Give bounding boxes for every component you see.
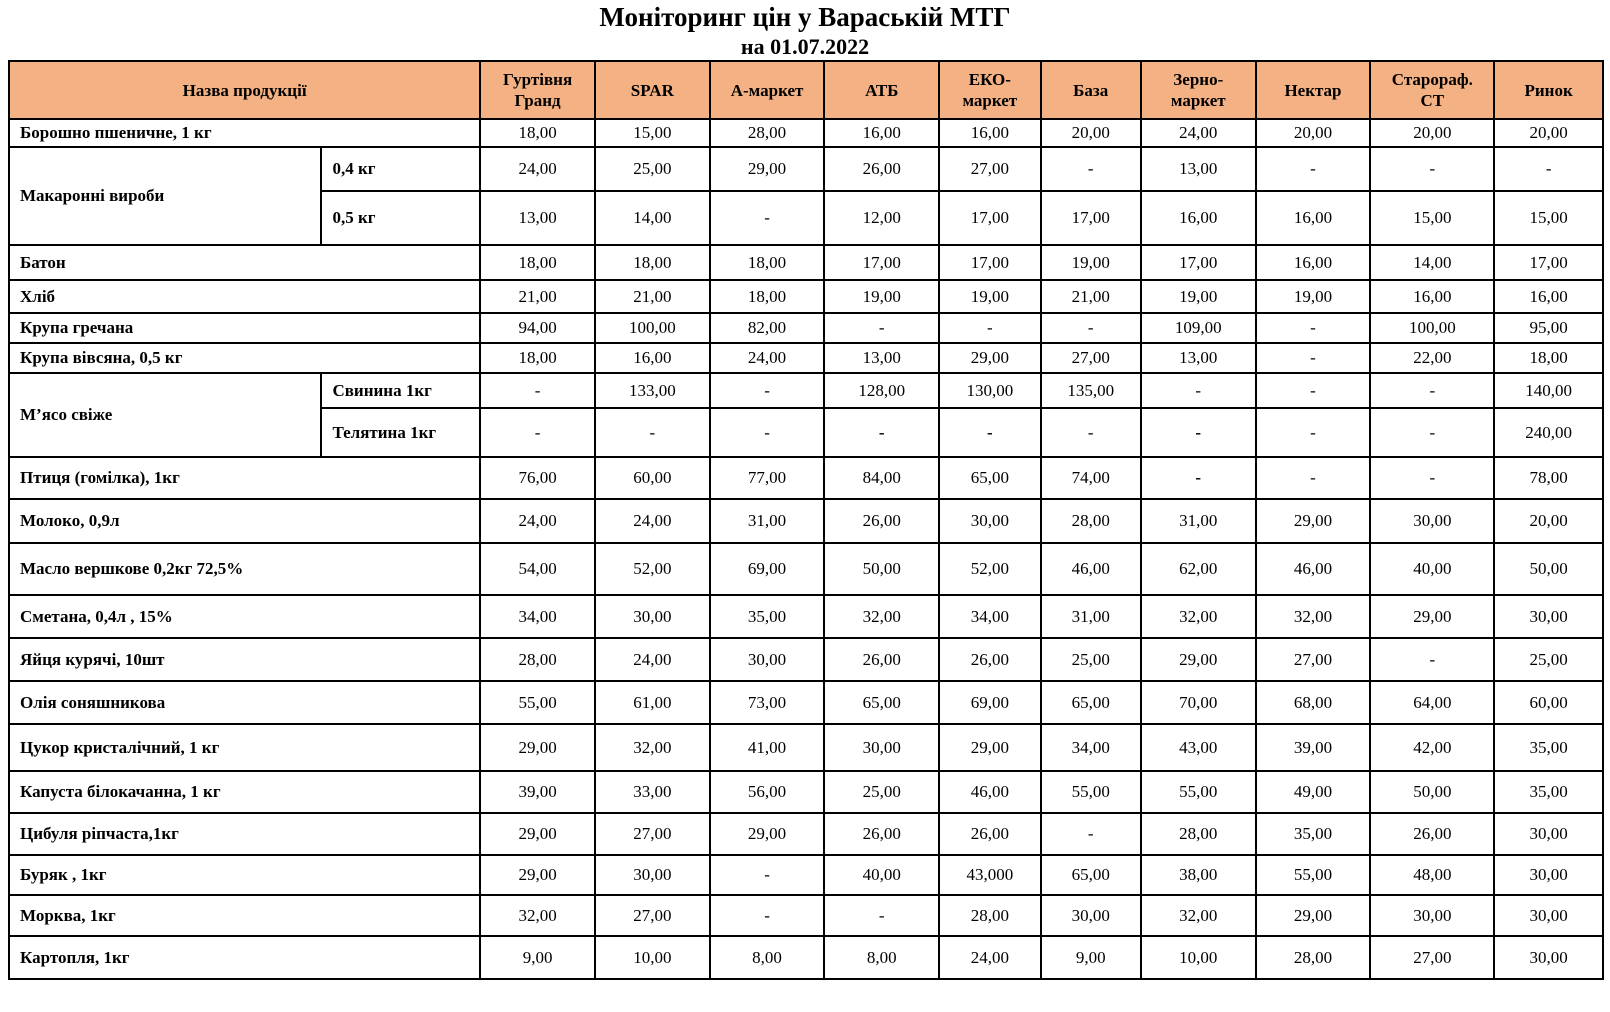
price-cell: 28,00 [710, 119, 825, 147]
price-cell: 17,00 [1141, 245, 1256, 280]
price-cell: 60,00 [595, 457, 710, 499]
price-cell: 33,00 [595, 771, 710, 813]
product-name: Цукор кристалічний, 1 кг [9, 724, 480, 771]
table-row [9, 813, 1603, 855]
product-name: Макаронні вироби [9, 147, 321, 245]
price-cell: 65,00 [939, 457, 1040, 499]
price-cell: 68,00 [1256, 681, 1371, 724]
price-cell: 15,00 [1370, 191, 1494, 245]
table-row [9, 373, 1603, 408]
table-row [9, 147, 1603, 191]
price-cell: 54,00 [480, 543, 595, 595]
price-cell: - [1256, 147, 1371, 191]
price-cell: 30,00 [1494, 936, 1603, 979]
price-cell: 41,00 [710, 724, 825, 771]
product-name: Морква, 1кг [9, 895, 480, 936]
header-store [824, 61, 939, 119]
price-cell: 25,00 [1494, 638, 1603, 681]
price-cell: 64,00 [1370, 681, 1494, 724]
price-cell: 30,00 [1370, 499, 1494, 543]
price-cell: 19,00 [824, 280, 939, 313]
table-row [9, 499, 1603, 543]
price-cell: 65,00 [1041, 681, 1141, 724]
price-cell: 39,00 [480, 771, 595, 813]
price-cell: 100,00 [595, 313, 710, 343]
price-cell: 24,00 [595, 638, 710, 681]
price-cell: 50,00 [824, 543, 939, 595]
price-cell: - [1370, 373, 1494, 408]
price-cell: 12,00 [824, 191, 939, 245]
product-name: Яйця курячі, 10шт [9, 638, 480, 681]
table-row [9, 595, 1603, 638]
price-cell: 26,00 [824, 638, 939, 681]
price-cell: 130,00 [939, 373, 1040, 408]
price-cell: 25,00 [1041, 638, 1141, 681]
product-name: Молоко, 0,9л [9, 499, 480, 543]
price-cell: 17,00 [1494, 245, 1603, 280]
price-cell: 27,00 [939, 147, 1040, 191]
header-store [1141, 61, 1256, 119]
price-cell: 29,00 [710, 813, 825, 855]
header-store-line: SPAR [630, 80, 674, 100]
price-cell: 29,00 [480, 724, 595, 771]
price-cell: 27,00 [1370, 936, 1494, 979]
price-cell: 32,00 [1256, 595, 1371, 638]
price-cell: 16,00 [1256, 191, 1371, 245]
price-cell: - [480, 408, 595, 457]
price-cell: 30,00 [1041, 895, 1141, 936]
price-cell: 18,00 [1494, 343, 1603, 373]
price-cell: 73,00 [710, 681, 825, 724]
price-cell: 95,00 [1494, 313, 1603, 343]
price-cell: 34,00 [1041, 724, 1141, 771]
price-cell: 32,00 [1141, 595, 1256, 638]
header-store-line: маркет [962, 91, 1018, 110]
price-cell: 18,00 [480, 245, 595, 280]
price-cell: 55,00 [1141, 771, 1256, 813]
price-cell: 29,00 [939, 343, 1040, 373]
price-cell: 49,00 [1256, 771, 1371, 813]
price-cell: 13,00 [824, 343, 939, 373]
price-cell: 30,00 [1494, 813, 1603, 855]
price-cell: 50,00 [1494, 543, 1603, 595]
table-row [9, 457, 1603, 499]
header-store-line: Гуртівня [503, 70, 573, 89]
price-cell: 18,00 [480, 119, 595, 147]
header-store [1041, 61, 1141, 119]
price-cell: 26,00 [1370, 813, 1494, 855]
table-row [9, 724, 1603, 771]
price-cell: 55,00 [1041, 771, 1141, 813]
table-row [9, 855, 1603, 895]
table-row [9, 681, 1603, 724]
price-cell: 9,00 [480, 936, 595, 979]
page-title: Моніторинг цін у Вараській МТГ [599, 2, 1011, 32]
price-cell: 43,000 [939, 855, 1040, 895]
price-cell: 30,00 [595, 595, 710, 638]
price-cell: 24,00 [939, 936, 1040, 979]
price-cell: 34,00 [480, 595, 595, 638]
price-cell: - [1041, 313, 1141, 343]
price-cell: - [1041, 408, 1141, 457]
product-variant: 0,4 кг [321, 147, 480, 191]
price-cell: 16,00 [1256, 245, 1371, 280]
price-cell: 26,00 [824, 499, 939, 543]
price-cell: - [1141, 373, 1256, 408]
price-cell: 46,00 [1256, 543, 1371, 595]
price-cell: 38,00 [1141, 855, 1256, 895]
product-name: Крупа гречана [9, 313, 480, 343]
header-store-line: АТБ [865, 80, 899, 100]
price-cell: 18,00 [710, 245, 825, 280]
price-cell: 25,00 [595, 147, 710, 191]
price-cell: 35,00 [1494, 771, 1603, 813]
price-cell: - [1256, 457, 1371, 499]
product-name: Буряк , 1кг [9, 855, 480, 895]
price-cell: 28,00 [480, 638, 595, 681]
price-cell: 52,00 [595, 543, 710, 595]
price-cell: 30,00 [824, 724, 939, 771]
table-row [9, 895, 1603, 936]
price-cell: 135,00 [1041, 373, 1141, 408]
price-cell: 16,00 [824, 119, 939, 147]
price-cell: 31,00 [1041, 595, 1141, 638]
product-name: Цибуля ріпчаста,1кг [9, 813, 480, 855]
price-cell: 29,00 [1256, 895, 1371, 936]
price-cell: 30,00 [939, 499, 1040, 543]
price-cell: 27,00 [1041, 343, 1141, 373]
product-name: Сметана, 0,4л , 15% [9, 595, 480, 638]
price-cell: 26,00 [939, 813, 1040, 855]
price-cell: 13,00 [1141, 343, 1256, 373]
price-cell: 65,00 [824, 681, 939, 724]
price-cell: 15,00 [1494, 191, 1603, 245]
price-cell: 43,00 [1141, 724, 1256, 771]
price-cell: 30,00 [1370, 895, 1494, 936]
header-store [1494, 61, 1603, 119]
price-cell: 24,00 [480, 499, 595, 543]
product-variant: Свинина 1кг [321, 373, 480, 408]
price-cell: 25,00 [824, 771, 939, 813]
price-cell: 16,00 [939, 119, 1040, 147]
price-cell: - [1041, 813, 1141, 855]
price-cell: 35,00 [1494, 724, 1603, 771]
price-cell: 16,00 [1370, 280, 1494, 313]
product-name: Олія соняшникова [9, 681, 480, 724]
price-cell: 39,00 [1256, 724, 1371, 771]
price-cell: 13,00 [480, 191, 595, 245]
price-cell: 10,00 [1141, 936, 1256, 979]
header-store-line: Гранд [514, 91, 561, 110]
header-store-line: Старораф. [1391, 70, 1473, 89]
price-cell: 28,00 [1141, 813, 1256, 855]
price-cell: 27,00 [595, 895, 710, 936]
price-cell: 40,00 [1370, 543, 1494, 595]
price-cell: 74,00 [1041, 457, 1141, 499]
price-cell: 17,00 [1041, 191, 1141, 245]
price-cell: - [1041, 147, 1141, 191]
price-cell: 9,00 [1041, 936, 1141, 979]
price-cell: 29,00 [1141, 638, 1256, 681]
price-cell: - [1141, 457, 1256, 499]
price-cell: - [595, 408, 710, 457]
product-name: Крупа вівсяна, 0,5 кг [9, 343, 480, 373]
header-product: Назва продукції [9, 61, 480, 119]
price-cell: - [710, 191, 825, 245]
price-cell: 65,00 [1041, 855, 1141, 895]
table-row [9, 245, 1603, 280]
price-cell: 32,00 [1141, 895, 1256, 936]
price-cell: 24,00 [1141, 119, 1256, 147]
price-cell: 16,00 [1494, 280, 1603, 313]
price-cell: 21,00 [595, 280, 710, 313]
price-cell: 46,00 [1041, 543, 1141, 595]
price-cell: 21,00 [1041, 280, 1141, 313]
price-table [8, 60, 1604, 980]
price-cell: 69,00 [710, 543, 825, 595]
price-cell: - [710, 855, 825, 895]
price-cell: 55,00 [1256, 855, 1371, 895]
price-cell: 19,00 [939, 280, 1040, 313]
price-cell: 128,00 [824, 373, 939, 408]
price-cell: 16,00 [595, 343, 710, 373]
table-row [9, 771, 1603, 813]
header-store-line: Зерно- [1173, 70, 1224, 89]
price-cell: 50,00 [1370, 771, 1494, 813]
price-cell: 42,00 [1370, 724, 1494, 771]
table-row [9, 313, 1603, 343]
price-cell: - [1370, 457, 1494, 499]
price-cell: - [1370, 638, 1494, 681]
price-cell: 84,00 [824, 457, 939, 499]
price-cell: 29,00 [939, 724, 1040, 771]
price-cell: 29,00 [1370, 595, 1494, 638]
price-cell: 52,00 [939, 543, 1040, 595]
price-cell: - [1494, 147, 1603, 191]
price-cell: 78,00 [1494, 457, 1603, 499]
price-cell: 22,00 [1370, 343, 1494, 373]
price-cell: 14,00 [595, 191, 710, 245]
price-cell: 28,00 [939, 895, 1040, 936]
product-name: Борошно пшеничне, 1 кг [9, 119, 480, 147]
table-row [9, 638, 1603, 681]
price-cell: - [1256, 373, 1371, 408]
price-cell: - [1370, 408, 1494, 457]
header-store-line: ЕКО- [968, 70, 1011, 89]
price-cell: 48,00 [1370, 855, 1494, 895]
price-cell: 77,00 [710, 457, 825, 499]
price-cell: 13,00 [1141, 147, 1256, 191]
price-cell: 82,00 [710, 313, 825, 343]
price-cell: 109,00 [1141, 313, 1256, 343]
price-cell: - [824, 895, 939, 936]
price-cell: 55,00 [480, 681, 595, 724]
price-cell: 18,00 [480, 343, 595, 373]
price-cell: - [1256, 408, 1371, 457]
price-cell: 27,00 [595, 813, 710, 855]
price-cell: 31,00 [710, 499, 825, 543]
product-name: М’ясо свіже [9, 373, 321, 457]
price-cell: 28,00 [1256, 936, 1371, 979]
price-cell: 29,00 [710, 147, 825, 191]
price-cell: 60,00 [1494, 681, 1603, 724]
page-subtitle: на 01.07.2022 [740, 34, 870, 59]
price-cell: - [1370, 147, 1494, 191]
price-cell: 32,00 [480, 895, 595, 936]
price-cell: 32,00 [824, 595, 939, 638]
header-store-line: Ринок [1524, 80, 1573, 100]
price-cell: 20,00 [1494, 499, 1603, 543]
header-store-line: А-маркет [730, 80, 804, 100]
price-cell: 34,00 [939, 595, 1040, 638]
table-row [9, 280, 1603, 313]
table-row [9, 936, 1603, 979]
price-cell: - [710, 895, 825, 936]
price-cell: 29,00 [480, 813, 595, 855]
price-cell: - [710, 408, 825, 457]
price-cell: 70,00 [1141, 681, 1256, 724]
price-cell: - [1141, 408, 1256, 457]
price-cell: 24,00 [710, 343, 825, 373]
price-cell: 31,00 [1141, 499, 1256, 543]
price-cell: 94,00 [480, 313, 595, 343]
price-cell: 35,00 [1256, 813, 1371, 855]
price-cell: 29,00 [1256, 499, 1371, 543]
price-cell: 30,00 [595, 855, 710, 895]
product-name: Птиця (гомілка), 1кг [9, 457, 480, 499]
header-store [1370, 61, 1494, 119]
price-cell: 15,00 [595, 119, 710, 147]
header-store [710, 61, 825, 119]
price-cell: 19,00 [1141, 280, 1256, 313]
price-cell: 100,00 [1370, 313, 1494, 343]
header-store [480, 61, 595, 119]
price-cell: - [480, 373, 595, 408]
product-name: Капуста білокачанна, 1 кг [9, 771, 480, 813]
price-cell: 140,00 [1494, 373, 1603, 408]
price-cell: 28,00 [1041, 499, 1141, 543]
price-cell: 17,00 [824, 245, 939, 280]
price-cell: 21,00 [480, 280, 595, 313]
table-row [9, 343, 1603, 373]
price-cell: 46,00 [939, 771, 1040, 813]
price-cell: 19,00 [1041, 245, 1141, 280]
price-cell: 8,00 [824, 936, 939, 979]
price-cell: 76,00 [480, 457, 595, 499]
price-cell: 26,00 [939, 638, 1040, 681]
price-cell: 18,00 [710, 280, 825, 313]
price-cell: 30,00 [1494, 895, 1603, 936]
table-row [9, 119, 1603, 147]
price-cell: 40,00 [824, 855, 939, 895]
price-cell: 20,00 [1370, 119, 1494, 147]
price-cell: 69,00 [939, 681, 1040, 724]
price-cell: 20,00 [1494, 119, 1603, 147]
price-cell: 19,00 [1256, 280, 1371, 313]
price-cell: 35,00 [710, 595, 825, 638]
price-cell: 20,00 [1041, 119, 1141, 147]
price-cell: 18,00 [595, 245, 710, 280]
price-cell: 32,00 [595, 724, 710, 771]
price-cell: 29,00 [480, 855, 595, 895]
price-cell: 27,00 [1256, 638, 1371, 681]
price-cell: - [1256, 343, 1371, 373]
price-cell: 14,00 [1370, 245, 1494, 280]
price-cell: 24,00 [595, 499, 710, 543]
price-cell: 61,00 [595, 681, 710, 724]
price-cell: 133,00 [595, 373, 710, 408]
price-cell: 17,00 [939, 245, 1040, 280]
price-cell: 20,00 [1256, 119, 1371, 147]
price-cell: 10,00 [595, 936, 710, 979]
header-store [1256, 61, 1371, 119]
price-cell: 17,00 [939, 191, 1040, 245]
product-name: Батон [9, 245, 480, 280]
product-name: Картопля, 1кг [9, 936, 480, 979]
product-name: Масло вершкове 0,2кг 72,5% [9, 543, 480, 595]
price-cell: 24,00 [480, 147, 595, 191]
price-cell: - [939, 313, 1040, 343]
header-store-line: СТ [1420, 91, 1445, 110]
header-store-line: Нектар [1284, 80, 1342, 100]
product-name: Хліб [9, 280, 480, 313]
product-variant: Телятина 1кг [321, 408, 480, 457]
table-row [9, 543, 1603, 595]
price-cell: - [939, 408, 1040, 457]
price-cell: 16,00 [1141, 191, 1256, 245]
price-cell: 26,00 [824, 813, 939, 855]
price-cell: 240,00 [1494, 408, 1603, 457]
price-cell: - [824, 313, 939, 343]
price-cell: 30,00 [1494, 855, 1603, 895]
price-cell: 30,00 [1494, 595, 1603, 638]
price-cell: - [1256, 313, 1371, 343]
price-cell: - [710, 373, 825, 408]
price-cell: 30,00 [710, 638, 825, 681]
price-cell: 62,00 [1141, 543, 1256, 595]
header-store [939, 61, 1040, 119]
price-cell: 26,00 [824, 147, 939, 191]
header-store [595, 61, 710, 119]
product-variant: 0,5 кг [321, 191, 480, 245]
header-store-line: База [1073, 80, 1109, 100]
header-store-line: маркет [1170, 91, 1226, 110]
price-cell: 8,00 [710, 936, 825, 979]
price-cell: - [824, 408, 939, 457]
price-cell: 56,00 [710, 771, 825, 813]
